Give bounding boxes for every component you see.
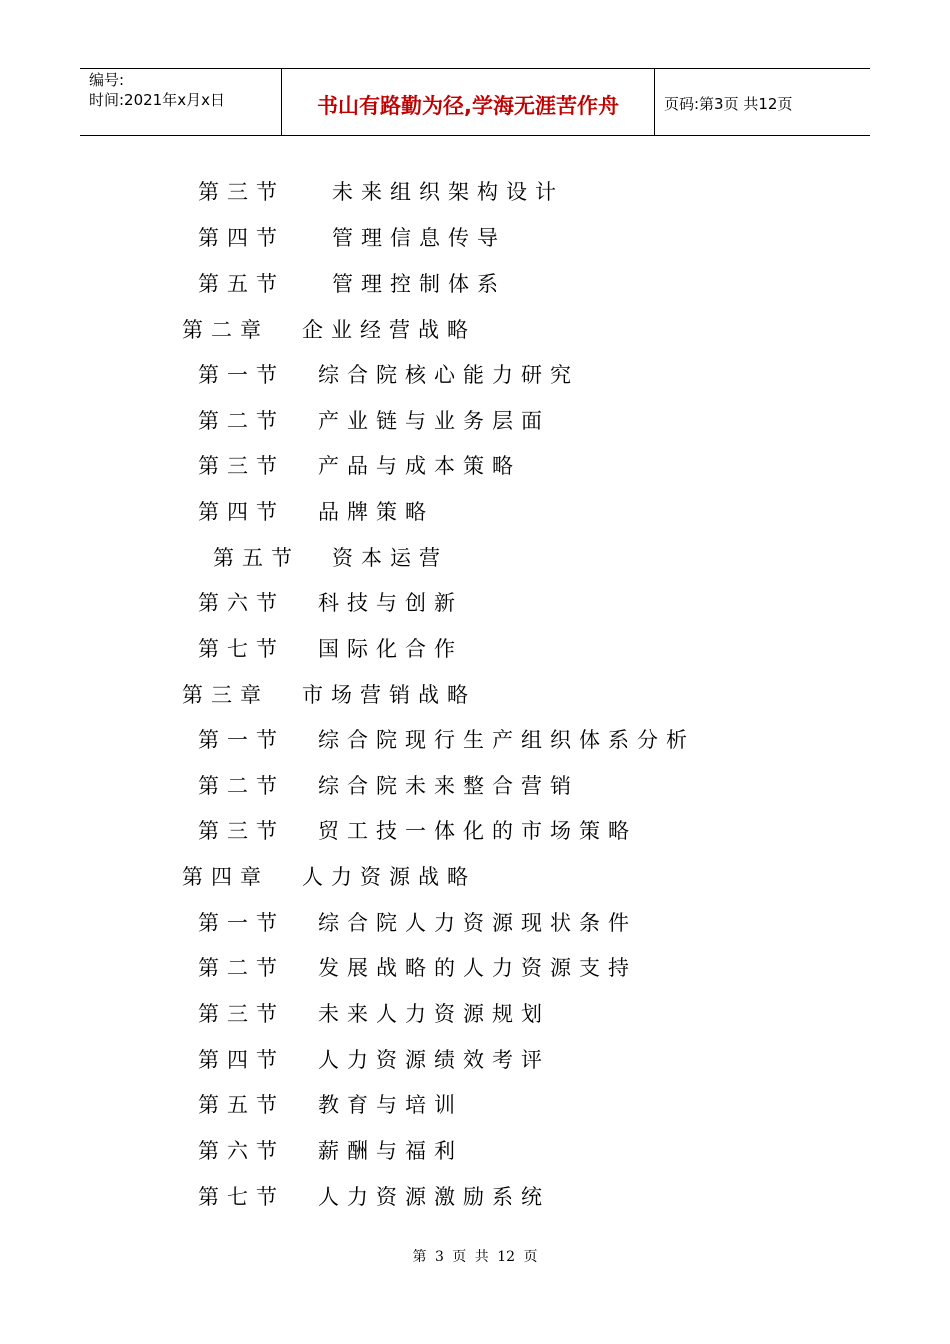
date-line: 时间:2021年x月x日 <box>89 91 225 109</box>
toc-entry-label: 第三节 <box>198 819 285 843</box>
toc-entry-label: 第七节 <box>198 637 285 661</box>
toc-entry-title: 人力资源激励系统 <box>318 1185 550 1209</box>
toc-entry <box>198 268 506 300</box>
toc-entry <box>198 815 637 847</box>
toc-entry-title: 市场营销战略 <box>302 683 476 707</box>
toc-entry-label: 第三节 <box>198 180 285 204</box>
toc-entry-label: 第五节 <box>198 1093 285 1117</box>
toc-entry-title: 综合院核心能力研究 <box>318 363 579 387</box>
toc-entry-title: 人力资源战略 <box>302 865 476 889</box>
toc-entry-label: 第二章 <box>182 318 269 342</box>
header-meta <box>89 70 225 110</box>
page-footer: 第 3 页 共 12 页 <box>412 1249 538 1265</box>
toc-entry-label: 第一节 <box>198 728 285 752</box>
toc-entry-title: 国际化合作 <box>318 637 463 661</box>
toc-entry <box>198 587 463 619</box>
toc-entry <box>198 405 550 437</box>
doc-number-label: 编号: <box>89 71 125 89</box>
toc-entry-title: 科技与创新 <box>318 591 463 615</box>
toc-entry-label: 第四节 <box>198 226 285 250</box>
toc-entry-title: 综合院现行生产组织体系分析 <box>318 728 695 752</box>
toc-entry-title: 人力资源绩效考评 <box>318 1048 550 1072</box>
toc-entry-label: 第六节 <box>198 591 285 615</box>
toc-entry-title: 产品与成本策略 <box>318 454 521 478</box>
toc-entry <box>213 542 448 574</box>
header-motto: 书山有路勤为径,学海无涯苦作舟 <box>317 94 619 118</box>
toc-entry <box>198 998 550 1030</box>
toc-entry-label: 第七节 <box>198 1185 285 1209</box>
toc-entry <box>198 1089 463 1121</box>
header-bottom-rule <box>80 135 870 136</box>
toc-entry-title: 综合院人力资源现状条件 <box>318 911 637 935</box>
toc-entry-title: 企业经营战略 <box>302 318 476 342</box>
toc-entry-title: 资本运营 <box>332 546 448 570</box>
toc-entry <box>198 724 695 756</box>
toc-entry-title: 发展战略的人力资源支持 <box>318 956 637 980</box>
toc-entry <box>198 1135 463 1167</box>
toc-entry <box>198 176 564 208</box>
toc-entry-title: 管理信息传导 <box>332 226 506 250</box>
toc-entry <box>198 496 434 528</box>
toc-entry-label: 第四节 <box>198 1048 285 1072</box>
toc-entry-label: 第二节 <box>198 774 285 798</box>
toc-chapter <box>182 861 476 893</box>
header-page-info: 页码:第3页 共12页 <box>664 95 793 113</box>
toc-entry <box>198 359 579 391</box>
toc-entry-title: 教育与培训 <box>318 1093 463 1117</box>
toc-entry-label: 第二节 <box>198 409 285 433</box>
toc-entry-label: 第六节 <box>198 1139 285 1163</box>
toc-entry <box>198 770 579 802</box>
toc-entry <box>198 222 506 254</box>
toc-entry <box>198 450 521 482</box>
toc-entry-label: 第三章 <box>182 683 269 707</box>
header-divider-right <box>654 68 655 135</box>
toc-entry-label: 第二节 <box>198 956 285 980</box>
toc-entry <box>198 633 463 665</box>
toc-entry-label: 第五节 <box>213 546 300 570</box>
toc-entry <box>198 907 637 939</box>
header-top-rule <box>80 68 870 69</box>
toc-entry-title: 管理控制体系 <box>332 272 506 296</box>
toc-entry-title: 薪酬与福利 <box>318 1139 463 1163</box>
toc-entry-label: 第一节 <box>198 363 285 387</box>
toc-entry-label: 第三节 <box>198 454 285 478</box>
toc-chapter <box>182 679 476 711</box>
toc-entry-title: 品牌策略 <box>318 500 434 524</box>
toc-entry-title: 综合院未来整合营销 <box>318 774 579 798</box>
toc-entry <box>198 1044 550 1076</box>
toc-entry-title: 贸工技一体化的市场策略 <box>318 819 637 843</box>
toc-entry-label: 第五节 <box>198 272 285 296</box>
toc-entry <box>198 1181 550 1213</box>
toc-entry-title: 未来人力资源规划 <box>318 1002 550 1026</box>
toc-chapter <box>182 314 476 346</box>
toc-entry-title: 产业链与业务层面 <box>318 409 550 433</box>
toc-entry-label: 第四节 <box>198 500 285 524</box>
toc-entry-label: 第三节 <box>198 1002 285 1026</box>
toc-entry <box>198 952 637 984</box>
toc-entry-label: 第一节 <box>198 911 285 935</box>
toc-entry-label: 第四章 <box>182 865 269 889</box>
toc-entry-title: 未来组织架构设计 <box>332 180 564 204</box>
